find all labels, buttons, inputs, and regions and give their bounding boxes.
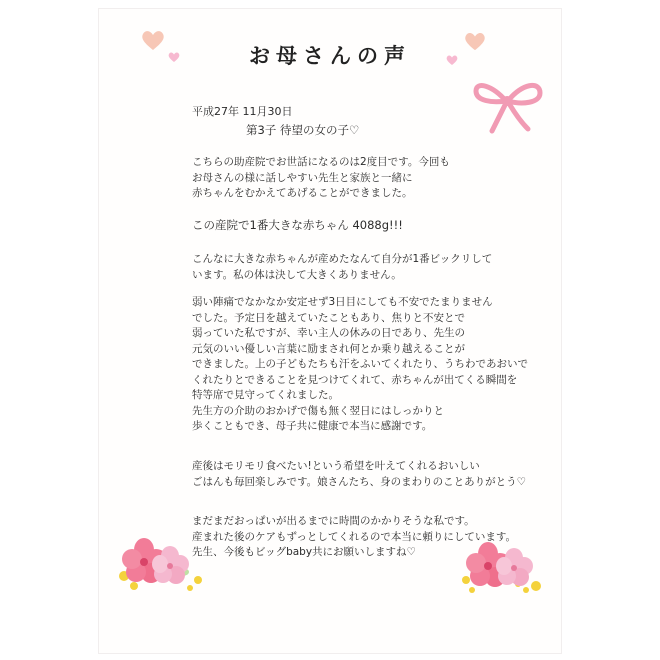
text-line: 弱い陣痛でなかなか安定せず3日目にしても不安でたまりません bbox=[192, 296, 493, 308]
text-line: います。私の体は決して大きくありません。 bbox=[192, 268, 402, 281]
text-line: こちらの助産院でお世話になるのは2度目です。今回も bbox=[192, 156, 450, 168]
text-line: 元気のいい優しい言葉に励まされ何とか乗り越えることが bbox=[192, 342, 465, 355]
text-line: でした。予定日を越えていたこともあり、焦りと不安とで bbox=[192, 311, 465, 324]
text-line: 特等席で見守ってくれました。 bbox=[192, 389, 339, 401]
paragraph bbox=[192, 295, 528, 435]
text-line: この産院で1番大きな赤ちゃん 4088g!!! bbox=[192, 218, 403, 232]
text-line: ごはんも毎回楽しみです。娘さんたち、身のまわりのことありがとう♡ bbox=[192, 475, 527, 488]
text-line: 弱っていた私ですが、幸い主人の休みの日であり、先生の bbox=[192, 327, 465, 339]
text-line: 先生方の介助のおかげで傷も無く翌日にはしっかりと bbox=[192, 404, 444, 417]
text-line: 産後はモリモリ食べたい!という希望を叶えてくれるおいしい bbox=[192, 460, 480, 472]
text-line: できました。上の子どもたちも汗をふいてくれたり、うちわであおいで bbox=[192, 358, 528, 370]
paragraph bbox=[192, 218, 522, 234]
paragraph bbox=[192, 252, 522, 283]
text-line: 赤ちゃんをむかえてあげることができました。 bbox=[192, 187, 413, 199]
text-line: くれたりとできることを見つけてくれて、赤ちゃんが出てくる瞬間を bbox=[192, 373, 518, 386]
paragraph bbox=[192, 459, 527, 490]
text-line: 歩くこともでき、母子共に健康で本当に感謝です。 bbox=[192, 420, 433, 432]
child-line: 第3子 待望の女の子♡ bbox=[246, 123, 360, 137]
text-line: 産まれた後のケアもずっとしてくれるので本当に頼りにしています。 bbox=[192, 530, 517, 543]
hibiscus-flowers-icon bbox=[456, 540, 548, 596]
paragraph bbox=[192, 155, 522, 202]
text-line: お母さんの様に話しやすい先生と家族と一緒に bbox=[192, 171, 413, 184]
text-line: まだまだおっぱいが出るまでに時間のかかりそうな私です。 bbox=[192, 515, 475, 527]
text-line: こんなに大きな赤ちゃんが産めたなんて自分が1番ビックリして bbox=[192, 253, 493, 265]
hibiscus-flowers-icon bbox=[112, 536, 208, 594]
page-title: お母さんの声 bbox=[249, 44, 411, 68]
text-line: 先生、今後もビッグbaby共にお願いしますね♡ bbox=[192, 546, 416, 558]
date-line: 平成27年 11月30日 bbox=[192, 105, 293, 118]
